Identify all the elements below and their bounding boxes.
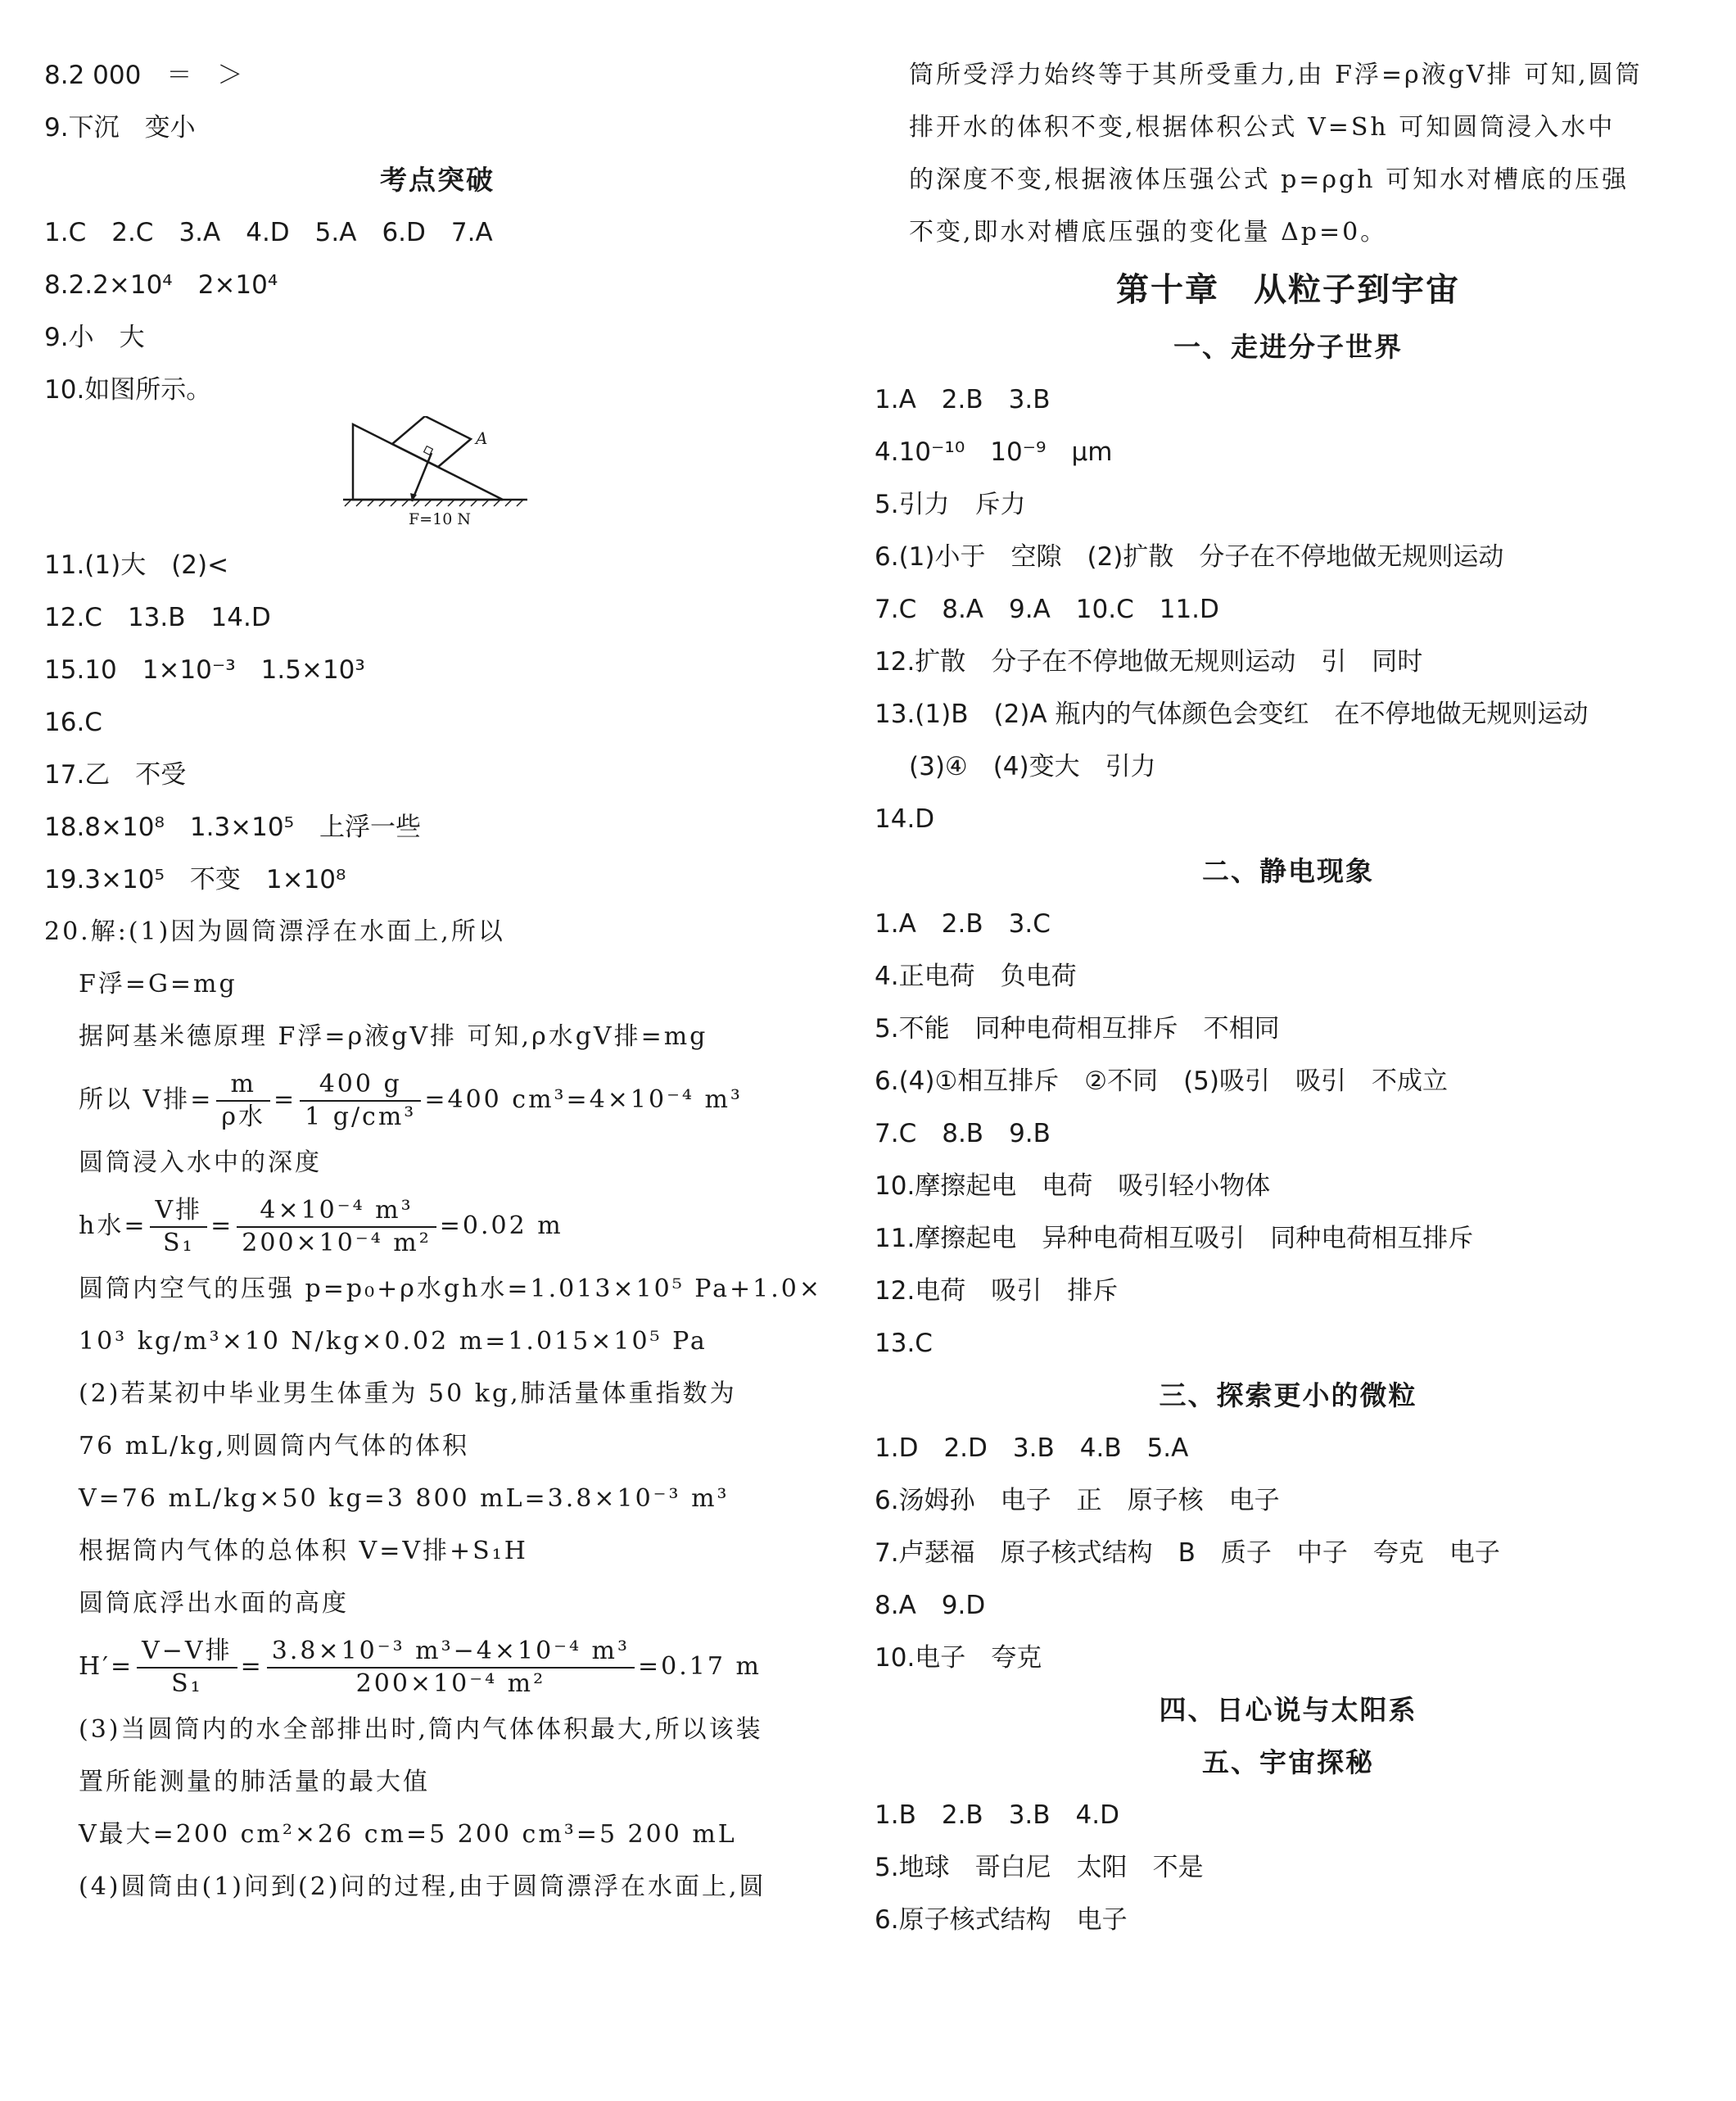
section-heading: 三、探索更小的微粒 [1159, 1379, 1417, 1411]
solution-line: 的深度不变,根据液体压强公式 p=ρgh 可知水对槽底的压强 [909, 165, 1630, 194]
denominator: 200×10⁻⁴ m² [355, 1669, 546, 1698]
solution-formula-line [44, 1189, 830, 1263]
formula-text: = [273, 1085, 297, 1114]
denominator: ρ水 [221, 1103, 265, 1131]
solution-formula-line [44, 1630, 830, 1704]
answer-line: 8.2.2×10⁴ 2×10⁴ [44, 270, 278, 300]
incline-force-figure [44, 416, 830, 539]
numerator: V−V排 [137, 1636, 237, 1669]
answer-line: 1.D 2.D 3.B 4.B 5.A [875, 1433, 1189, 1463]
answer-line: 10.如图所示。 [44, 375, 212, 405]
answer-line: 6.汤姆孙 电子 正 原子核 电子 [875, 1486, 1280, 1515]
solution-line: (3)当圆筒内的水全部排出时,筒内气体体积最大,所以该装 [79, 1715, 763, 1744]
fraction [300, 1069, 421, 1133]
answer-line: 13.(1)B (2)A 瓶内的气体颜色会变红 在不停地做无规则运动 [875, 700, 1589, 729]
solution-line: 圆筒浸入水中的深度 [79, 1148, 322, 1177]
answer-line: 13.C [875, 1329, 933, 1358]
answer-line: 6.原子核式结构 电子 [875, 1905, 1128, 1935]
denominator: 1 g/cm³ [305, 1103, 417, 1131]
numerator: 3.8×10⁻³ m³−4×10⁻⁴ m³ [267, 1636, 635, 1669]
numerator: m [216, 1069, 270, 1102]
chapter-title: 第十章 从粒子到宇宙 [1116, 270, 1460, 309]
answer-line: 4.10⁻¹⁰ 10⁻⁹ μm [875, 437, 1113, 467]
answer-line: 16.C [44, 708, 102, 737]
block-a [392, 416, 471, 467]
answer-line: 7.卢瑟福 原子核式结构 B 质子 中子 夸克 电子 [875, 1538, 1500, 1568]
section-heading: 考点突破 [380, 164, 495, 196]
answer-line: 14.D [875, 804, 935, 834]
answer-line: 7.C 8.A 9.A 10.C 11.D [875, 595, 1219, 624]
section-heading: 二、静电现象 [1202, 855, 1374, 887]
fraction [216, 1069, 270, 1133]
formula-text: =400 cm³=4×10⁻⁴ m³ [424, 1085, 743, 1114]
formula-text: = [210, 1211, 234, 1240]
answer-line: 10.电子 夸克 [875, 1643, 1042, 1673]
solution-line: V最大=200 cm²×26 cm=5 200 cm³=5 200 mL [79, 1820, 737, 1849]
answer-line: 17.乙 不受 [44, 760, 187, 790]
answer-line: 1.C 2.C 3.A 4.D 5.A 6.D 7.A [44, 218, 493, 247]
force-arrow [412, 453, 432, 501]
solution-line: 76 mL/kg,则圆筒内气体的体积 [79, 1432, 470, 1460]
answer-line: 10.摩擦起电 电荷 吸引轻小物体 [875, 1171, 1271, 1201]
denominator: S₁ [171, 1669, 203, 1698]
solution-line: V=76 mL/kg×50 kg=3 800 mL=3.8×10⁻³ m³ [79, 1484, 730, 1513]
answer-line: 15.10 1×10⁻³ 1.5×10³ [44, 655, 365, 685]
solution-line: (4)圆筒由(1)问到(2)问的过程,由于圆筒漂浮在水面上,圆 [79, 1872, 766, 1901]
denominator: 200×10⁻⁴ m² [242, 1229, 432, 1257]
formula-text: h水= [79, 1211, 147, 1240]
denominator: S₁ [163, 1229, 195, 1257]
answer-line: 12.电荷 吸引 排斥 [875, 1276, 1119, 1306]
solution-formula-line [44, 1063, 830, 1137]
answer-line: 9.下沉 变小 [44, 113, 196, 143]
solution-line: 排开水的体积不变,根据体积公式 V=Sh 可知圆筒浸入水中 [909, 113, 1616, 142]
fraction [267, 1636, 635, 1700]
numerator: 400 g [300, 1069, 421, 1102]
fraction [150, 1195, 207, 1259]
answer-line: (3)④ (4)变大 引力 [909, 752, 1156, 781]
solution-line: 筒所受浮力始终等于其所受重力,由 F浮=ρ液gV排 可知,圆筒 [909, 61, 1643, 89]
numerator: 4×10⁻⁴ m³ [237, 1195, 436, 1228]
answer-line: 5.引力 斥力 [875, 490, 1026, 519]
answer-line: 12.C 13.B 14.D [44, 603, 271, 632]
section-heading: 四、日心说与太阳系 [1159, 1694, 1417, 1726]
fraction [137, 1636, 237, 1700]
section-heading: 五、宇宙探秘 [1202, 1746, 1374, 1778]
answer-line: 7.C 8.B 9.B [875, 1119, 1051, 1148]
answer-line: 11.(1)大 (2)< [44, 550, 229, 580]
answer-line: 1.A 2.B 3.C [875, 909, 1051, 939]
section-heading: 一、走进分子世界 [1173, 331, 1403, 363]
formula-text: = [240, 1652, 264, 1681]
formula-text: =0.02 m [439, 1211, 563, 1240]
numerator: V排 [150, 1195, 207, 1228]
answer-line: 5.不能 同种电荷相互排斥 不相同 [875, 1014, 1280, 1044]
solution-line: F浮=G=mg [79, 970, 237, 998]
solution-line: 不变,即水对槽底压强的变化量 Δp=0。 [909, 218, 1388, 247]
answer-line: 12.扩散 分子在不停地做无规则运动 引 同时 [875, 647, 1423, 677]
answer-line: 18.8×10⁸ 1.3×10⁵ 上浮一些 [44, 813, 422, 842]
solution-line: 据阿基米德原理 F浮=ρ液gV排 可知,ρ水gV排=mg [79, 1022, 708, 1051]
answer-line: 1.B 2.B 3.B 4.D [875, 1800, 1119, 1830]
answer-line: 6.(4)①相互排斥 ②不同 (5)吸引 吸引 不成立 [875, 1066, 1448, 1096]
fraction [237, 1195, 436, 1259]
solution-line: 圆筒内空气的压强 p=p₀+ρ水gh水=1.013×10⁵ Pa+1.0× [79, 1275, 823, 1303]
left-column [44, 49, 830, 1913]
right-column [875, 49, 1702, 1946]
answer-line: 4.正电荷 负电荷 [875, 962, 1077, 991]
solution-line: 置所能测量的肺活量的最大值 [79, 1768, 430, 1796]
answer-line: 8.A 9.D [875, 1591, 986, 1620]
formula-text: 所以 V排= [79, 1085, 214, 1114]
answer-line: 6.(1)小于 空隙 (2)扩散 分子在不停地做无规则运动 [875, 542, 1504, 572]
solution-line: (2)若某初中毕业男生体重为 50 kg,肺活量体重指数为 [79, 1379, 737, 1408]
solution-line: 圆筒底浮出水面的高度 [79, 1589, 349, 1618]
solution-line: 10³ kg/m³×10 N/kg×0.02 m=1.015×10⁵ Pa [79, 1327, 708, 1356]
answer-line: 9.小 大 [44, 323, 145, 352]
force-label: F=10 N [409, 510, 471, 528]
answer-line: 8.2 000 ＝ ＞ [44, 61, 243, 90]
formula-text: =0.17 m [638, 1652, 762, 1681]
incline-diagram [335, 416, 531, 539]
block-label: A [476, 428, 488, 448]
formula-text: H′= [79, 1652, 134, 1681]
answer-line: 19.3×10⁵ 不变 1×10⁸ [44, 865, 346, 894]
solution-line: 根据筒内气体的总体积 V=V排+S₁H [79, 1537, 528, 1565]
answer-line: 1.A 2.B 3.B [875, 385, 1051, 414]
answer-line: 11.摩擦起电 异种电荷相互吸引 同种电荷相互排斥 [875, 1224, 1474, 1253]
solution-line: 20.解:(1)因为圆筒漂浮在水面上,所以 [44, 917, 505, 946]
answer-line: 5.地球 哥白尼 太阳 不是 [875, 1853, 1204, 1882]
